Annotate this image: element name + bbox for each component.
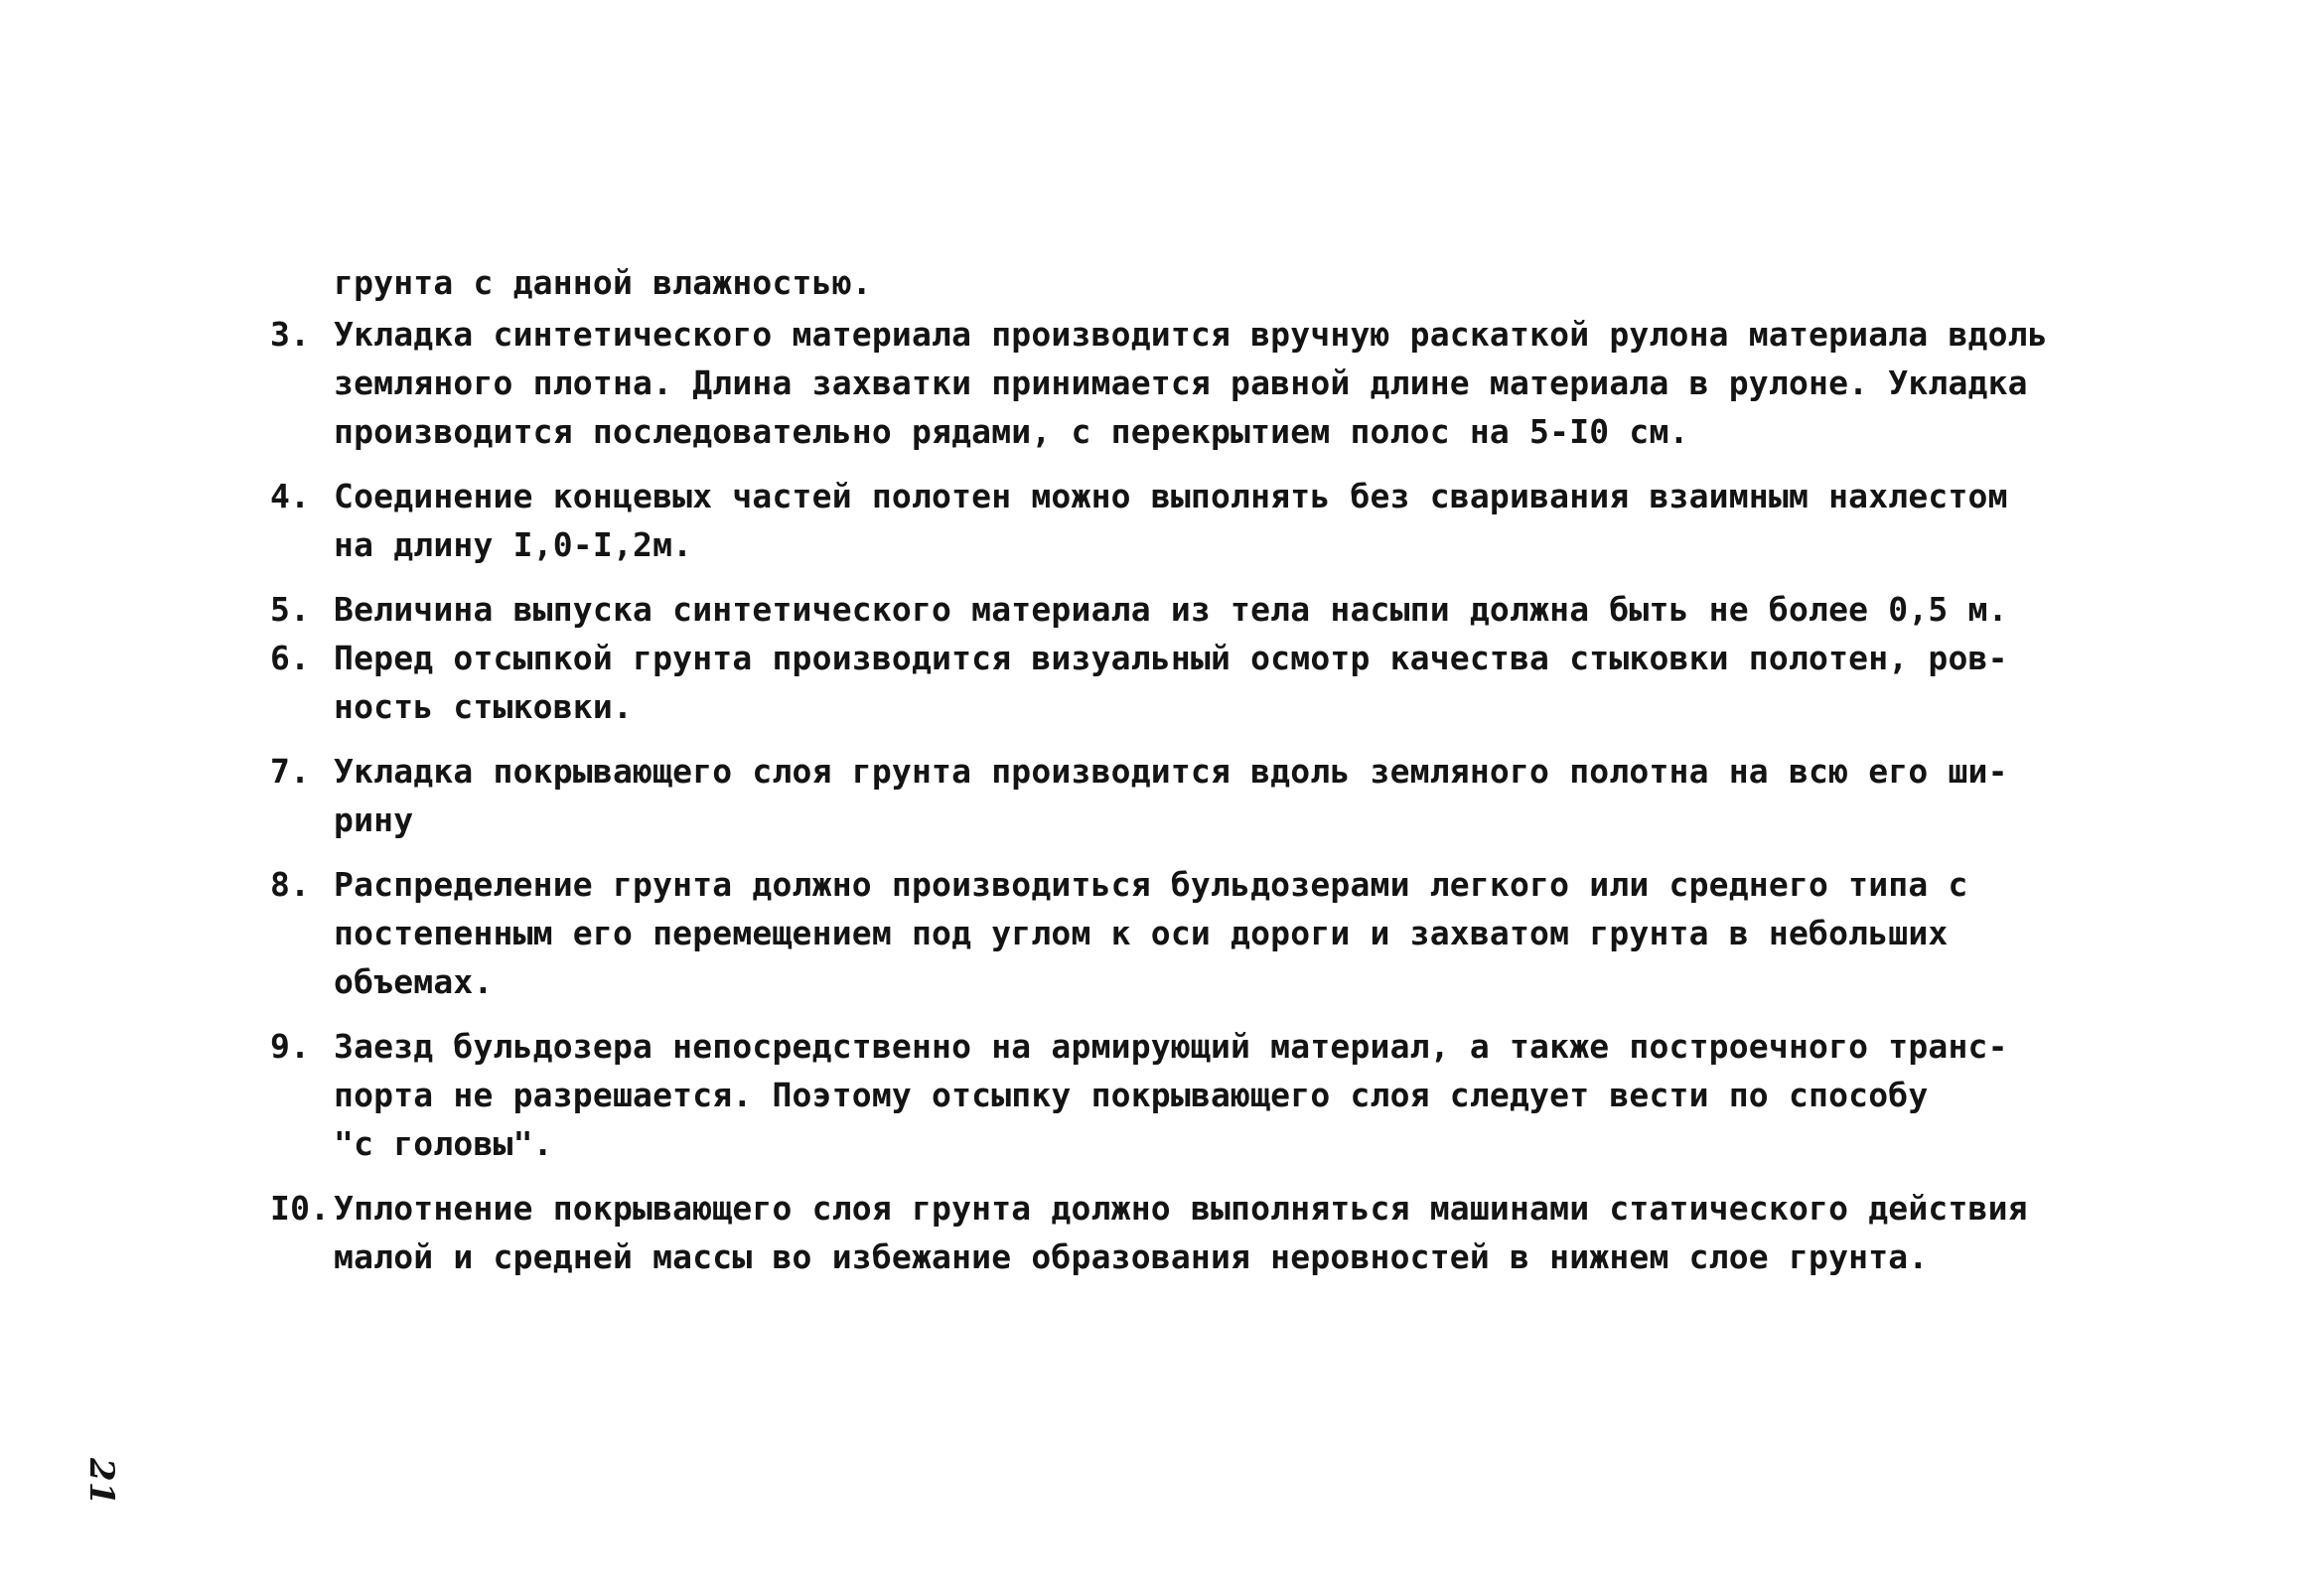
item-3-line-3: производится последовательно рядами, с перекрытием полос на 5-I0 см. [334, 412, 1689, 451]
item-6-number: 6. [270, 639, 311, 677]
item-10-number: I0. [270, 1189, 331, 1228]
item-9-line-1: Заезд бульдозера непосредственно на армирующий материал, а также построечного транс- [334, 1027, 2008, 1066]
item-5-number: 5. [270, 590, 311, 629]
item-4-line-1: Соединение концевых частей полотен можно выполнять без сваривания взаимным нахлестом [334, 477, 2008, 515]
item-9-number: 9. [270, 1027, 311, 1066]
item-8-line-2: постепенным его перемещением под углом к оси дороги и захватом грунта в небольших [334, 914, 1949, 952]
item-6-line-1: Перед отсыпкой грунта производится визуальный осмотр качества стыковки полотен, ров- [334, 639, 2008, 677]
item-8-line-3: объемах. [334, 962, 494, 1001]
item-4-line-2: на длину I,0-I,2м. [334, 525, 693, 564]
item-9-line-3: "с головы". [334, 1124, 553, 1163]
item-10-line-1: Уплотнение покрывающего слоя грунта должно выполняться машинами статического действия [334, 1189, 2028, 1228]
item-10-line-2: малой и средней массы во избежание образования неровностей в нижнем слое грунта. [334, 1237, 1929, 1276]
item-5-line-1: Величина выпуска синтетического материала из тела насыпи должна быть не более 0,5 м. [334, 590, 2008, 629]
item-4-number: 4. [270, 477, 311, 515]
page-number: 21 [81, 1458, 121, 1506]
item-3-line-2: земляного плотна. Длина захватки принимается равной длине материала в рулоне. Укладка [334, 363, 2028, 402]
item-3-line-1: Укладка синтетического материала производится вручную раскаткой рулона материала вдоль [334, 315, 2048, 354]
intro-line: грунта с данной влажностью. [334, 263, 872, 302]
item-7-line-1: Укладка покрывающего слоя грунта производится вдоль земляного полотна на всю его ши- [334, 752, 2008, 791]
item-8-number: 8. [270, 865, 311, 904]
item-6-line-2: ность стыковки. [334, 687, 634, 726]
item-3-number: 3. [270, 315, 311, 354]
item-9-line-2: порта не разрешается. Поэтому отсыпку покрывающего слоя следует вести по способу [334, 1076, 1929, 1114]
item-8-line-1: Распределение грунта должно производиться бульдозерами легкого или среднего типа с [334, 865, 1968, 904]
item-7-line-2: рину [334, 800, 414, 839]
item-7-number: 7. [270, 752, 311, 791]
